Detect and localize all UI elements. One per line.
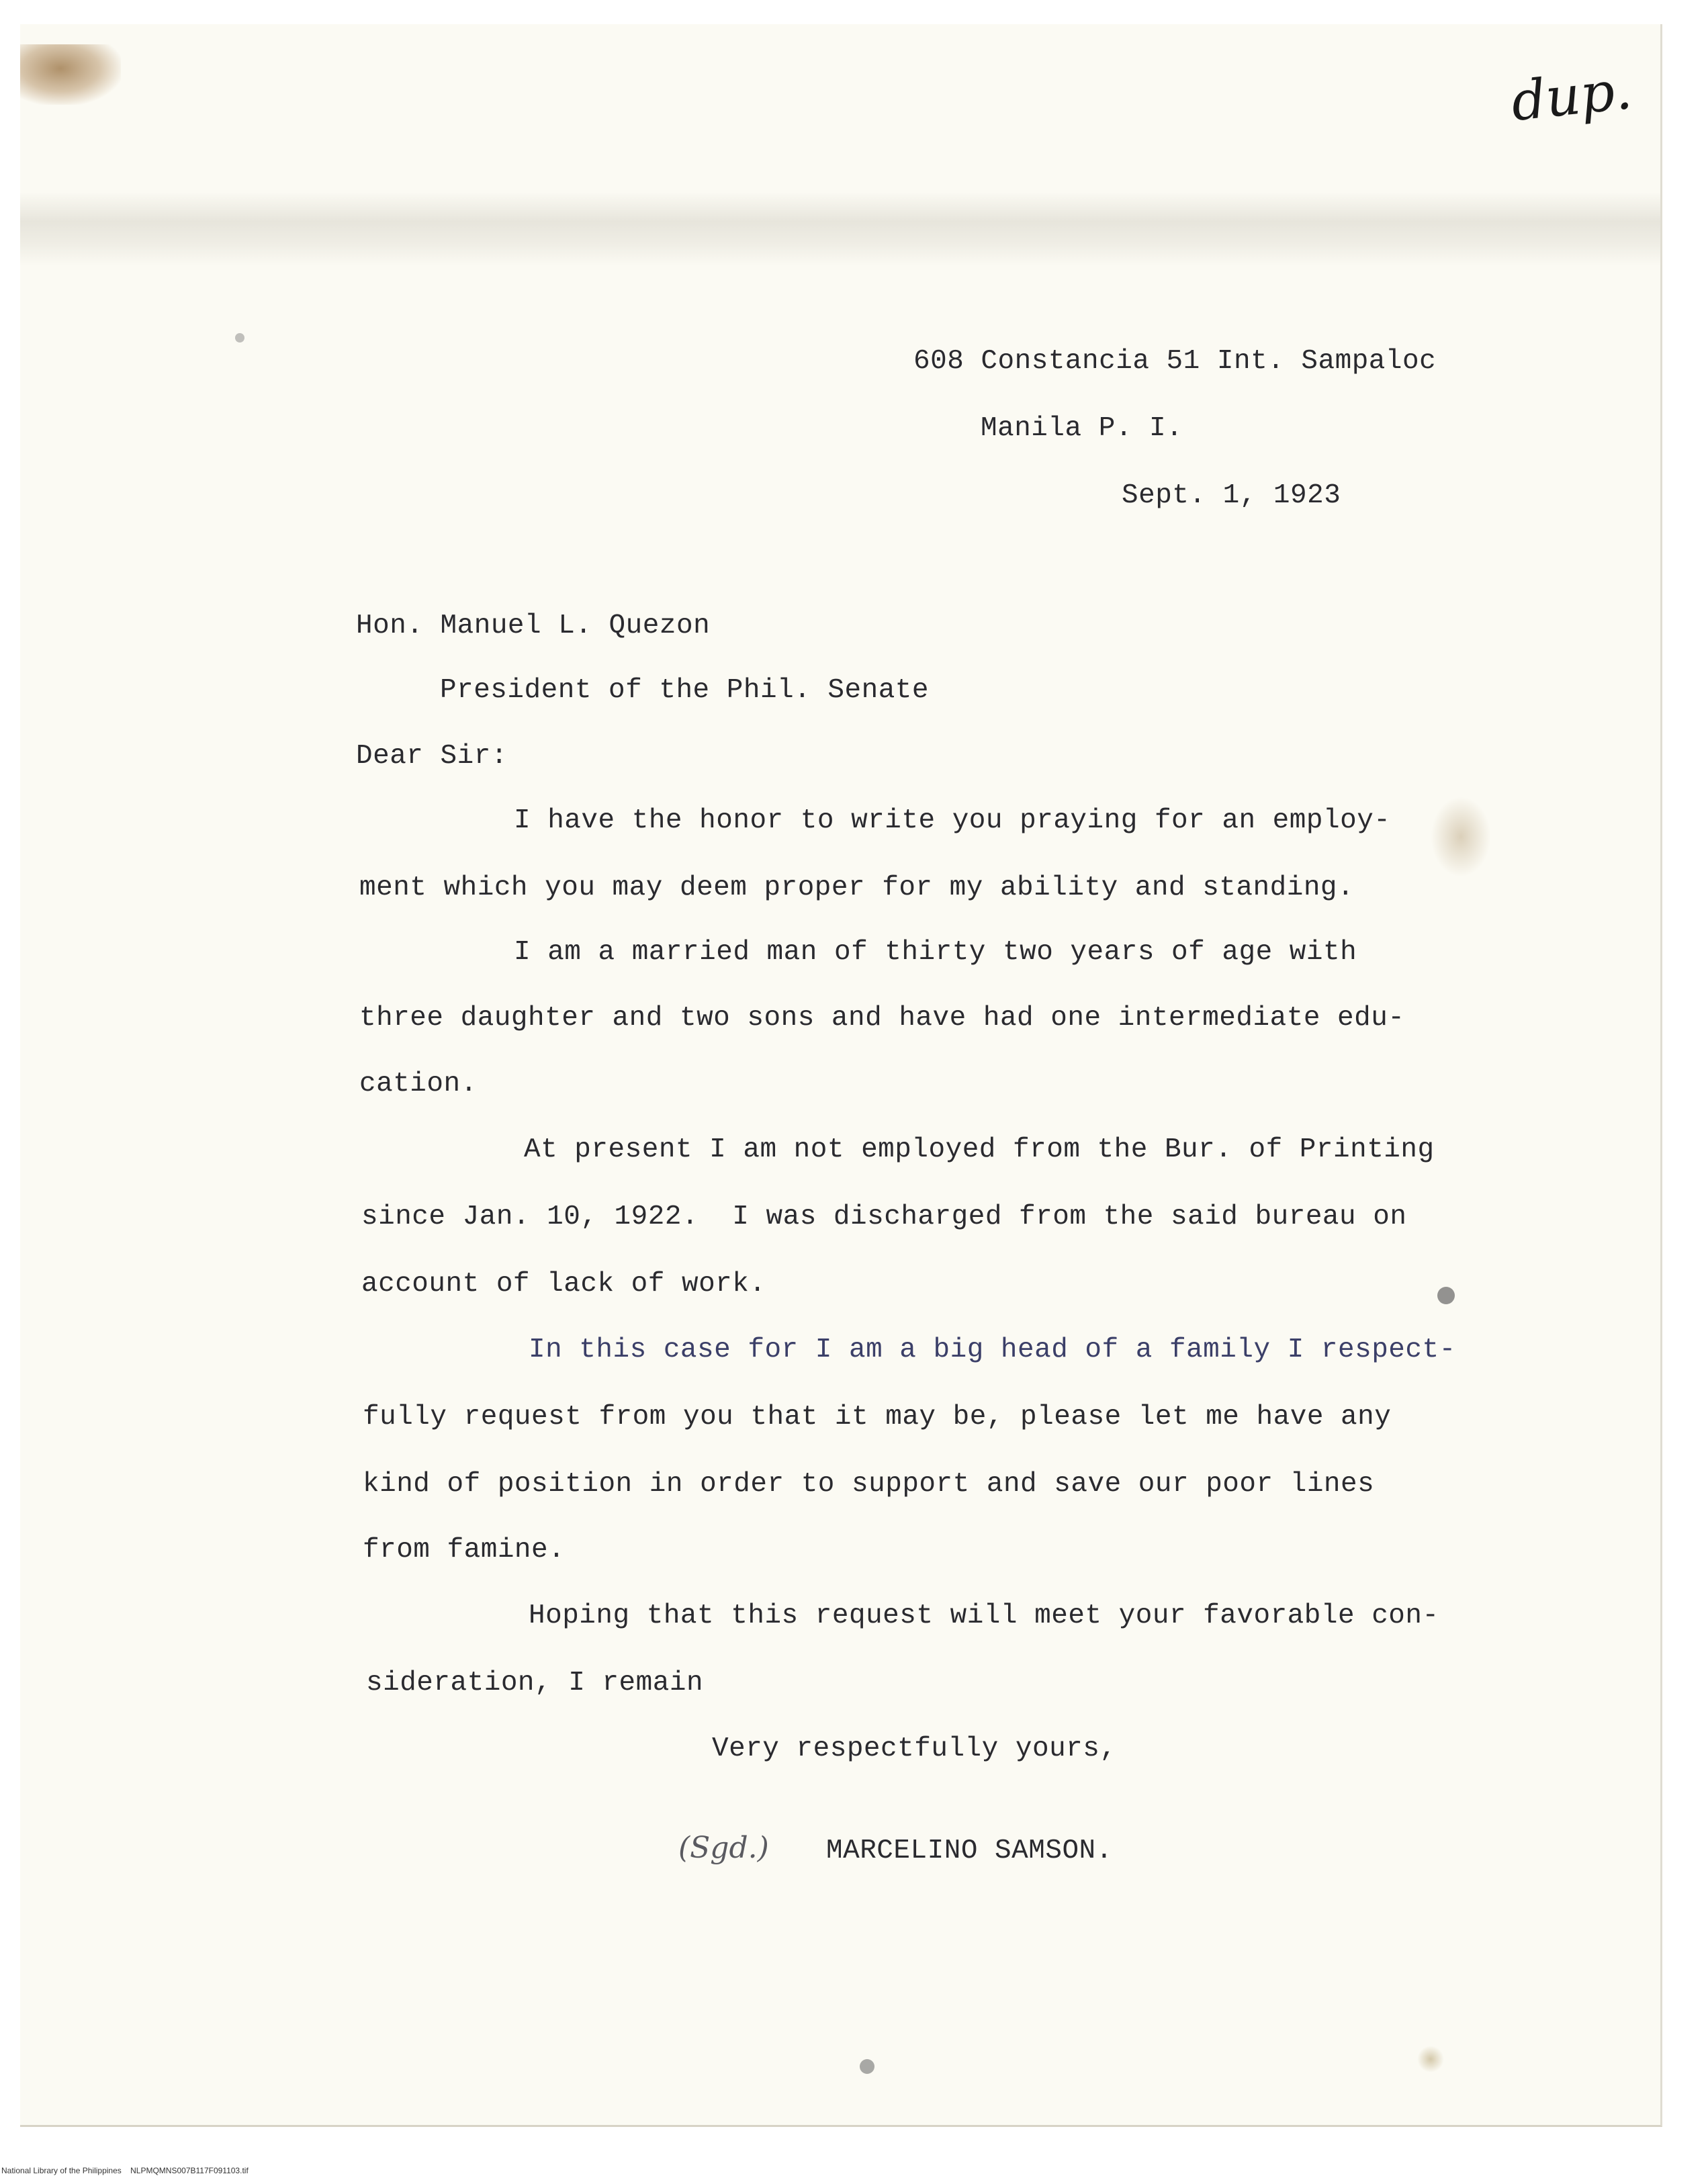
letter-date: Sept. 1, 1923 (1122, 480, 1341, 511)
recipient-title: President of the Phil. Senate (440, 675, 930, 706)
address-line-1: 608 Constancia 51 Int. Sampaloc (913, 346, 1437, 377)
tape-shadow (20, 192, 1660, 266)
body-line: kind of position in order to support and save our poor lines (363, 1469, 1375, 1500)
body-line: account of lack of work. (361, 1269, 766, 1300)
body-line: since Jan. 10, 1922. I was discharged from the said bureau on (361, 1201, 1407, 1232)
signature-name: MARCELINO SAMSON. (826, 1835, 1113, 1866)
footer-library: National Library of the Philippines (1, 2166, 122, 2175)
ink-dot (1437, 1287, 1455, 1304)
body-line: Hoping that this request will meet your favorable con- (529, 1600, 1439, 1631)
address-line-2: Manila P. I. (981, 413, 1183, 444)
body-line: fully request from you that it may be, please let me have any (363, 1402, 1392, 1433)
body-line: I am a married man of thirty two years of age with (514, 937, 1357, 968)
stain-mark (1431, 797, 1491, 877)
scan-footer (1, 2166, 249, 2175)
stain-mark (1417, 2046, 1444, 2073)
salutation: Dear Sir: (356, 741, 508, 772)
closing: Very respectfully yours, (712, 1733, 1117, 1764)
handwritten-dup-note: dup. (1508, 58, 1635, 134)
body-line: sideration, I remain (366, 1668, 704, 1698)
body-line: from famine. (363, 1535, 566, 1566)
ink-dot (235, 333, 244, 343)
ink-dot (860, 2059, 874, 2074)
body-line: three daughter and two sons and have had one intermediate edu- (359, 1003, 1405, 1034)
body-line: At present I am not employed from the Bur. of Printing (524, 1134, 1435, 1165)
handwritten-sgd-mark: (Sgd.) (678, 1831, 769, 1865)
letter-page (20, 24, 1662, 2127)
footer-file-id: NLPMQMNS007B117F091103.tif (130, 2166, 249, 2175)
body-line: ment which you may deem proper for my ability and standing. (359, 872, 1355, 903)
body-line: In this case for I am a big head of a family I respect- (529, 1334, 1456, 1365)
recipient-name: Hon. Manuel L. Quezon (356, 610, 711, 641)
corner-stain (20, 44, 121, 105)
body-line: cation. (359, 1069, 478, 1099)
body-line: I have the honor to write you praying for an employ- (514, 805, 1391, 836)
